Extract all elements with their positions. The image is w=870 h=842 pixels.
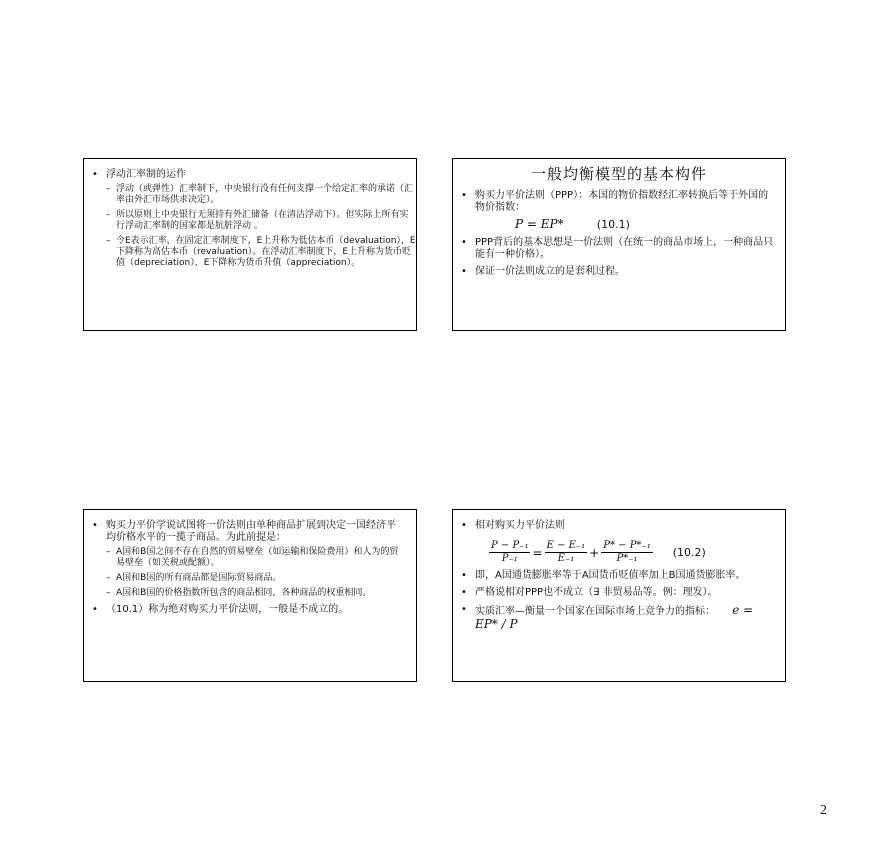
sub-item: – A国和B国之间不存在自然的贸易壁垒（如运输和保险费用）和人为的贸易壁垒（如关税或配额）。	[106, 547, 402, 569]
bullet-absolute-ppp: • （10.1）称为绝对购买力平价法则，一般是不成立的。	[84, 604, 402, 616]
sub-item: – A国和B国的价格指数所包含的商品相同，各种商品的权重相同。	[106, 588, 402, 599]
bullet-strict-ppp: • 严格说相对PPP也不成立（∃ 非贸易品等。例：理发）。	[453, 587, 775, 599]
sub-item: – A国和B国的所有商品都是国际贸易商品。	[106, 573, 402, 584]
equation-real-rate: e = EP* / P	[475, 603, 754, 631]
bullet-floating-operation: • 浮动汇率制的运作 – 浮动（或弹性）汇率制下，中央银行没有任何支撑一个给定汇率的承诺（汇率由外汇市场供求决定）。 – 所以原则上中央银行无须持有外汇储备（在清洁浮动下）。但实际上所有实行浮动汇率制的国家都是肮脏浮动 。 – 令E表示汇率，在固定汇率制度下，E上升称为低估本币（devaluation），E下降称为高估本币（revaluation）。在浮动汇率制度下，E上升称为货币贬值（depreciation），E下降称为货币升值（appreciation）。	[84, 169, 416, 269]
bullet-ppp-extension: • 购买力平价学说试图将一价法则由单种商品扩展到决定一国经济平均价格水平的一揽子商品。为此前提是： – A国和B国之间不存在自然的贸易壁垒（如运输和保险费用）和人为的贸易壁垒（如关税或配额）。 – A国和B国的所有商品都是国际贸易商品。 – A国和B国的价格指数所包含的商品相同，各种商品的权重相同。	[84, 520, 402, 599]
slide-relative-ppp	[452, 509, 786, 682]
equation-10-2: $\frac{\text{P − P₋₁}}{\text{P₋₁}}$ = $\frac{\text{E − E₋₁}}{\text{E₋₁}}$ + $\frac{\text{P* − P*₋₁}}{\text{P*₋₁}}$ (10.2)	[491, 540, 706, 564]
slide-general-equilibrium	[452, 158, 786, 331]
equation-10-1: P = EP* (10.1)	[515, 217, 630, 231]
bullet-inflation: • 即，A国通货膨胀率等于A国货币贬值率加上B国通货膨胀率。	[453, 570, 775, 582]
page-number: 2	[820, 803, 827, 818]
slide-ppp-theory	[83, 509, 417, 682]
sub-item: – 所以原则上中央银行无须持有外汇储备（在清洁浮动下）。但实际上所有实行浮动汇率制的国家都是肮脏浮动 。	[106, 210, 416, 232]
bullet-arbitrage: • 保证一价法则成立的是套利过程。	[453, 266, 775, 278]
bullet-law-one-price: • PPP背后的基本思想是一价法则（在统一的商品市场上，一种商品只能有一种价格）。	[453, 237, 775, 261]
slide-floating-exchange	[83, 158, 417, 331]
slide-title: 一般均衡模型的基本构件	[530, 165, 707, 183]
bullet-relative-ppp: • 相对购买力平价法则 $\frac{\text{P − P₋₁}}{\text{P₋₁}}$ = $\frac{\text{E − E₋₁}}{\text{E₋₁}}$ + $\frac{\text{P* − P*₋₁}}{\text{P*₋₁}}$ (10.2)	[453, 520, 775, 565]
bullet-ppp: • 购买力平价法则（PPP）：本国的物价指数经汇率转换后等于外国的物价指数： P = EP* (10.1)	[453, 190, 775, 232]
sub-item: – 令E表示汇率，在固定汇率制度下，E上升称为低估本币（devaluation），E下降称为高估本币（revaluation）。在浮动汇率制度下，E上升称为货币贬值（depreciation），E下降称为货币升值（appreciation）。	[106, 236, 416, 269]
bullet-real-exchange: • 实质汇率—衡量一个国家在国际市场上竞争力的指标： e = EP* / P	[453, 604, 775, 632]
sub-item: – 浮动（或弹性）汇率制下，中央银行没有任何支撑一个给定汇率的承诺（汇率由外汇市场供求决定）。	[106, 184, 416, 206]
